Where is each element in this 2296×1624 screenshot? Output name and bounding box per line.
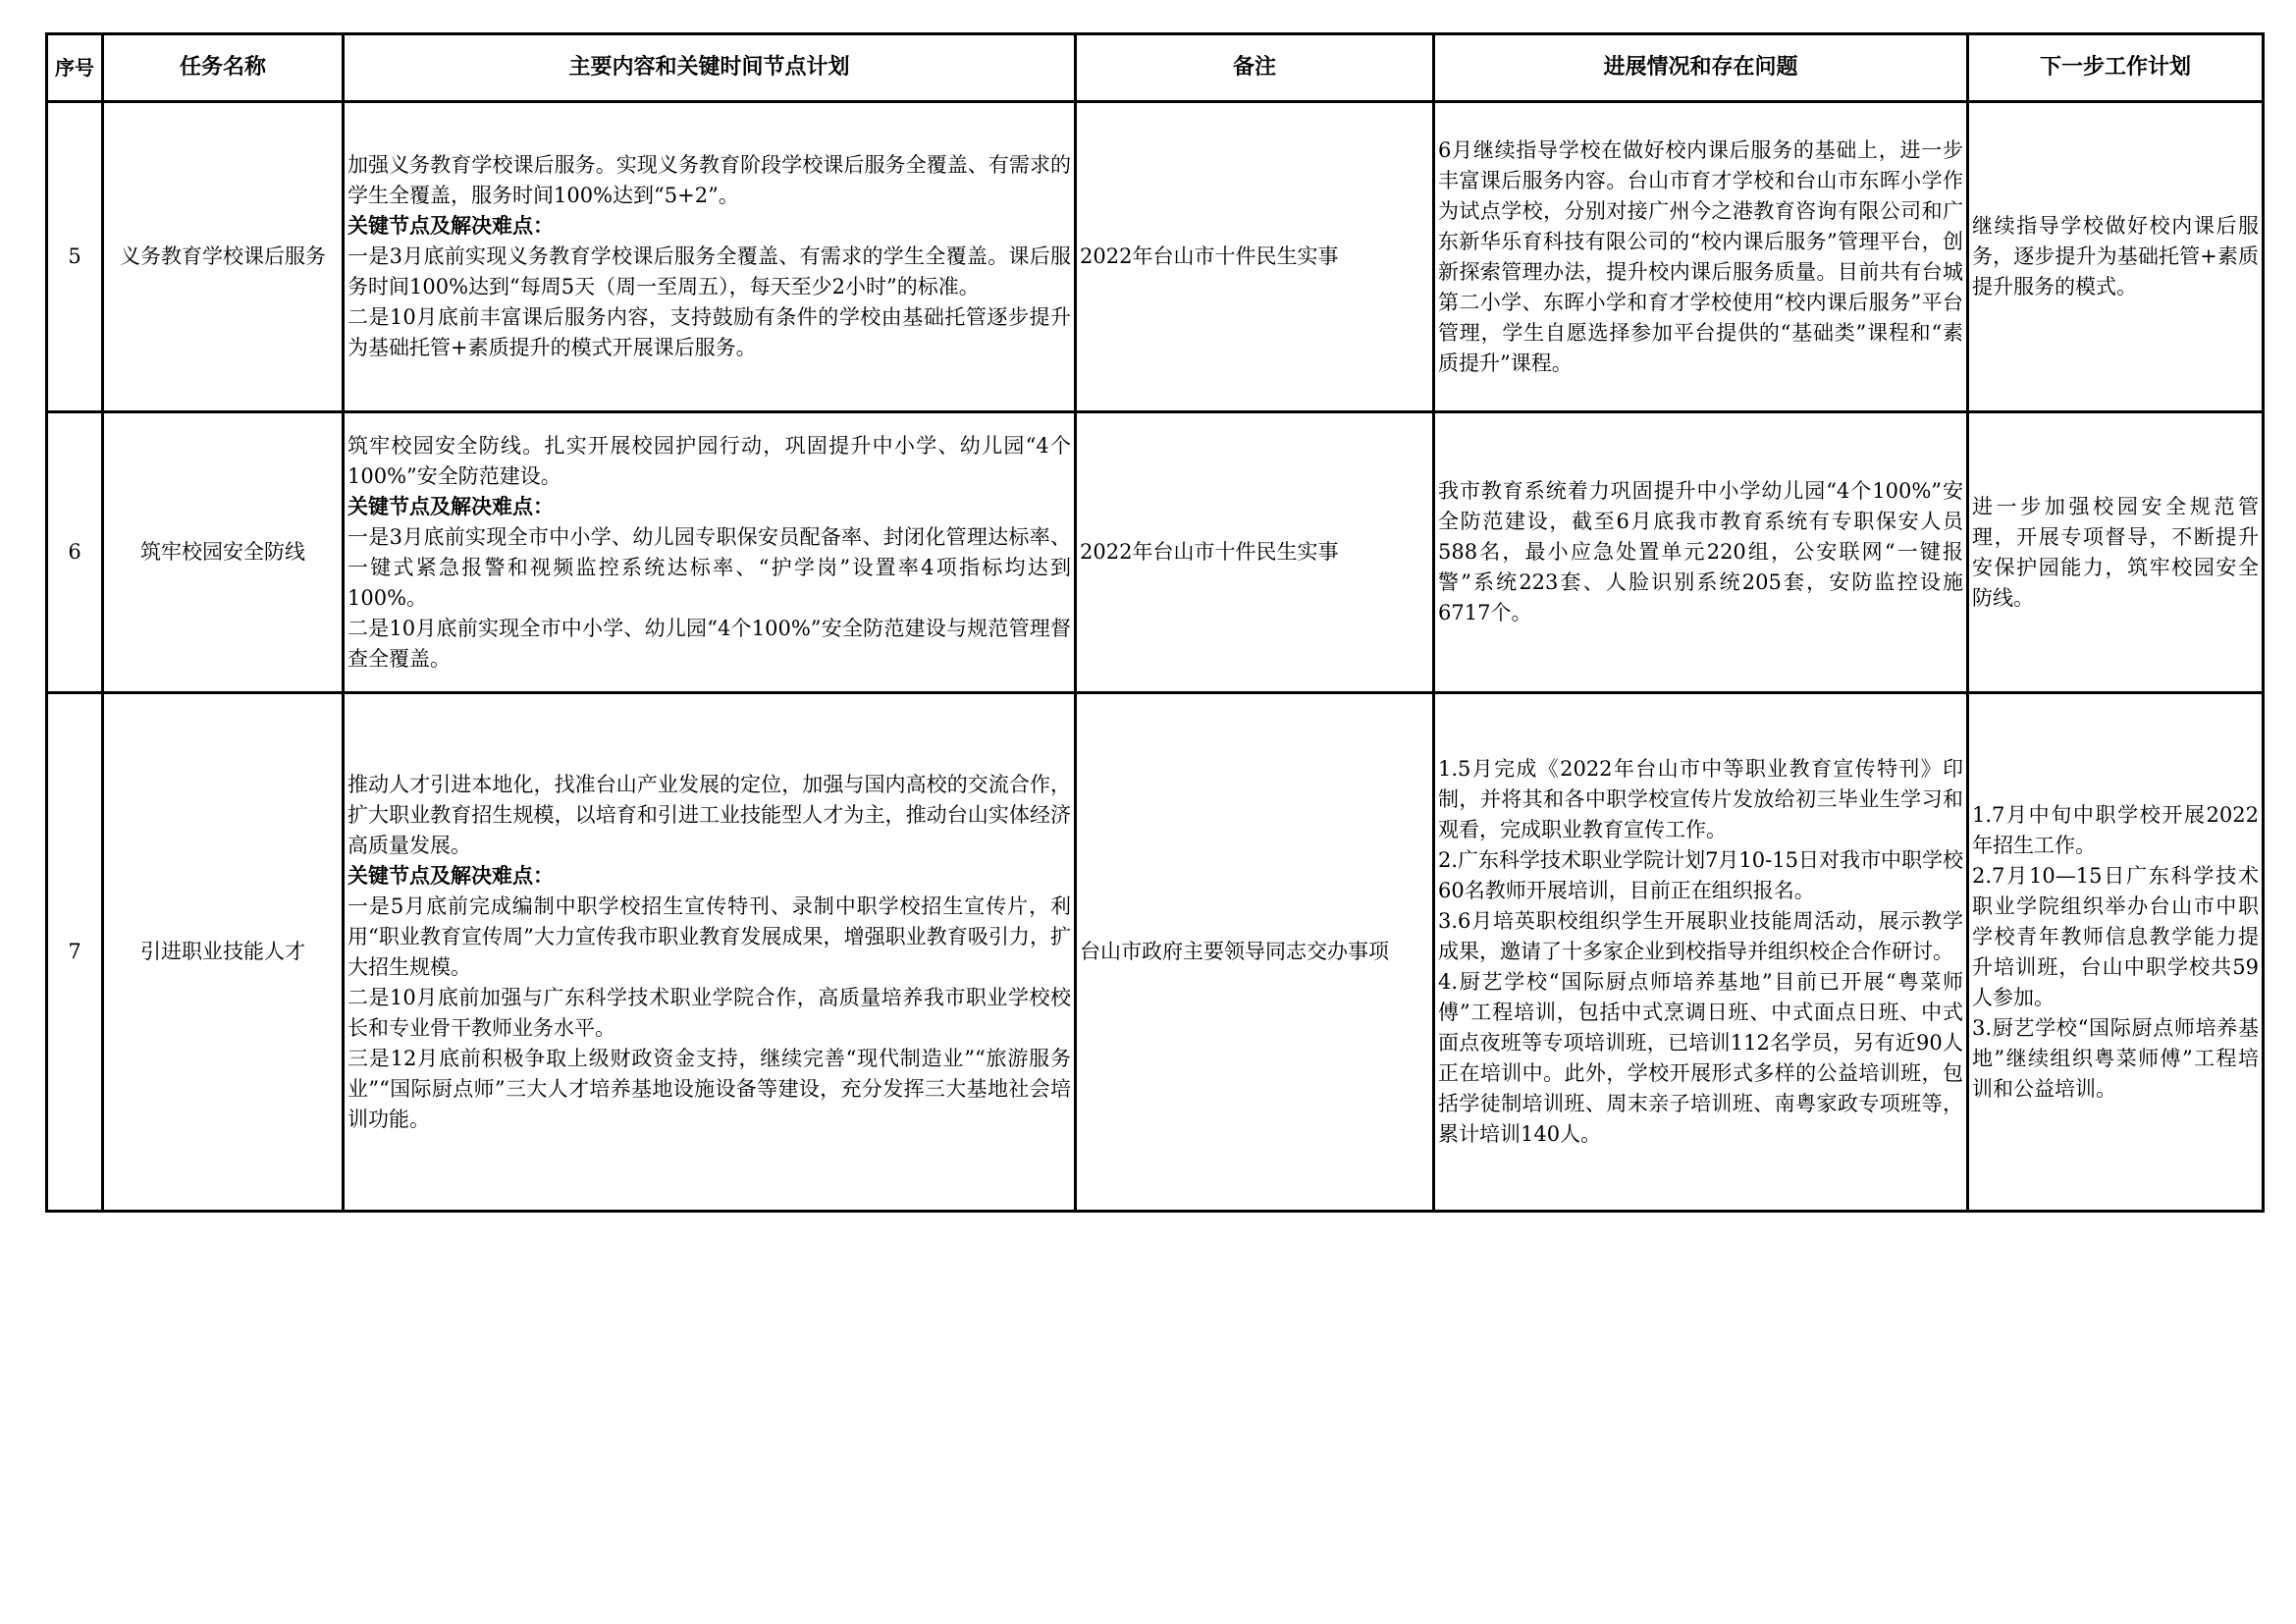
next-item: 1.7月中旬中职学校开展2022年招生工作。 (1972, 802, 2259, 857)
row-seq: 6 (47, 412, 103, 693)
row-seq: 7 (47, 693, 103, 1212)
table-row (47, 693, 2264, 1212)
next-item: 2.7月10—15日广东科学技术职业学院组织举办台山市中职学校青年教师信息教学能力提升培训班，台山中职学校共59人参加。 (1972, 863, 2259, 1009)
row-task-name: 筑牢校园安全防线 (103, 412, 344, 693)
row-remark: 2022年台山市十件民生实事 (1076, 412, 1434, 693)
content-intro: 加强义务教育学校课后服务。实现义务教育阶段学校课后服务全覆盖、有需求的学生全覆盖，服务时间100%达到“5+2”。 (347, 153, 1071, 207)
content-item: 二是10月底前丰富课后服务内容，支持鼓励有条件的学校由基础托管逐步提升为基础托管+素质提升的模式开展课后服务。 (347, 305, 1071, 359)
header-remark: 备注 (1076, 34, 1434, 102)
content-key-label: 关键节点及解决难点： (347, 863, 554, 888)
progress-item: 我市教育系统着力巩固提升中小学幼儿园“4个100%”安全防范建设，截至6月底我市教育系统有专职保安人员588名，最小应急处置单元220组，公安联网“一键报警”系统223套、人脸识别系统205套，安防监控设施6717个。 (1438, 479, 1963, 624)
row-seq: 5 (47, 102, 103, 412)
header-next-plan: 下一步工作计划 (1968, 34, 2264, 102)
content-key-label: 关键节点及解决难点： (347, 214, 554, 238)
content-key-label: 关键节点及解决难点： (347, 494, 554, 518)
row-remark: 2022年台山市十件民生实事 (1076, 102, 1434, 412)
row-progress (1434, 693, 1968, 1212)
table-row (47, 412, 2264, 693)
content-item: 一是5月底前完成编制中职学校招生宣传特刊、录制中职学校招生宣传片，利用“职业教育宣传周”大力宣传我市职业教育发展成果，增强职业教育吸引力，扩大招生规模。 (347, 893, 1071, 979)
row-main-content (344, 693, 1076, 1212)
content-intro: 推动人才引进本地化，找准台山产业发展的定位，加强与国内高校的交流合作，扩大职业教育招生规模，以培育和引进工业技能型人才为主，推动台山实体经济高质量发展。 (347, 772, 1071, 857)
content-item: 一是3月底前实现全市中小学、幼儿园专职保安员配备率、封闭化管理达标率、一键式紧急报警和视频监控系统达标率、“护学岗”设置率4项指标均达到100%。 (347, 524, 1071, 610)
row-remark: 台山市政府主要领导同志交办事项 (1076, 693, 1434, 1212)
header-task-name: 任务名称 (103, 34, 344, 102)
content-item: 三是12月底前积极争取上级财政资金支持，继续完善“现代制造业”“旅游服务业”“国际厨点师”三大人才培养基地设施设备等建设，充分发挥三大基地社会培训功能。 (347, 1046, 1071, 1131)
content-intro: 筑牢校园安全防线。扎实开展校园护园行动，巩固提升中小学、幼儿园“4个100%”安全防范建设。 (347, 433, 1071, 488)
row-next-plan (1968, 693, 2264, 1212)
progress-item: 4.厨艺学校“国际厨点师培养基地”目前已开展“粤菜师傅”工程培训，包括中式烹调日班、中式面点日班、中式面点夜班等专项培训班，已培训112名学员，另有近90人正在培训中。此外，学校开展形式多样的公益培训班，包括学徒制培训班、周末亲子培训班、南粤家政专项班等，累计培训140人。 (1438, 970, 1963, 1146)
header-row (47, 34, 2264, 102)
row-progress (1434, 412, 1968, 693)
row-main-content (344, 412, 1076, 693)
progress-item: 6月继续指导学校在做好校内课后服务的基础上，进一步丰富课后服务内容。台山市育才学校和台山市东晖小学作为试点学校，分别对接广州今之港教育咨询有限公司和广东新华乐育科技有限公司的“校内课后服务”管理平台，创新探索管理办法，提升校内课后服务质量。目前共有台城第二小学、东晖小学和育才学校使用“校内课后服务”平台管理，学生自愿选择参加平台提供的“基础类”课程和“素质提升”课程。 (1438, 137, 1963, 375)
row-main-content (344, 102, 1076, 412)
row-task-name: 义务教育学校课后服务 (103, 102, 344, 412)
next-item: 继续指导学校做好校内课后服务，逐步提升为基础托管+素质提升服务的模式。 (1972, 214, 2259, 298)
content-item: 一是3月底前实现义务教育学校课后服务全覆盖、有需求的学生全覆盖。课后服务时间100%达到“每周5天（周一至周五），每天至少2小时”的标准。 (347, 244, 1071, 298)
row-task-name: 引进职业技能人才 (103, 693, 344, 1212)
progress-item: 1.5月完成《2022年台山市中等职业教育宣传特刊》印制，并将其和各中职学校宣传片发放给初三毕业生学习和观看，完成职业教育宣传工作。 (1438, 757, 1963, 841)
header-progress: 进展情况和存在问题 (1434, 34, 1968, 102)
row-next-plan (1968, 102, 2264, 412)
content-item: 二是10月底前加强与广东科学技术职业学院合作，高质量培养我市职业学校校长和专业骨干教师业务水平。 (347, 985, 1071, 1040)
next-item: 3.厨艺学校“国际厨点师培养基地”继续组织粤菜师傅”工程培训和公益培训。 (1972, 1015, 2259, 1101)
work-plan-table (45, 32, 2265, 1213)
table-row (47, 102, 2264, 412)
progress-item: 2.广东科学技术职业学院计划7月10-15日对我市中职学校60名教师开展培训，目前正在组织报名。 (1438, 848, 1963, 902)
next-item: 进一步加强校园安全规范管理，开展专项督导，不断提升安保护园能力，筑牢校园安全防线。 (1972, 494, 2259, 610)
header-main-content: 主要内容和关键时间节点计划 (344, 34, 1076, 102)
content-item: 二是10月底前实现全市中小学、幼儿园“4个100%”安全防范建设与规范管理督查全覆盖。 (347, 616, 1071, 671)
row-progress (1434, 102, 1968, 412)
progress-item: 3.6月培英职校组织学生开展职业技能周活动，展示教学成果，邀请了十多家企业到校指导并组织校企合作研讨。 (1438, 909, 1963, 963)
row-next-plan (1968, 412, 2264, 693)
header-seq: 序号 (47, 34, 103, 102)
